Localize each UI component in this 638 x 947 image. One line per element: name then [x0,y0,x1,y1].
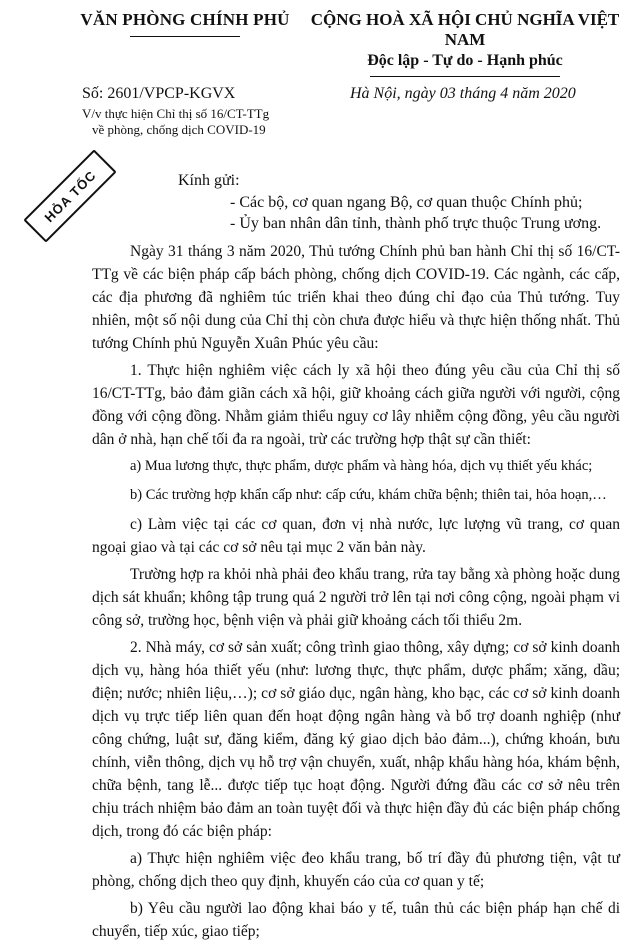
body-paragraph: Ngày 31 tháng 3 năm 2020, Thủ tướng Chính phủ ban hành Chỉ thị số 16/CT-TTg về các biện pháp cấp bách phòng, chống dịch COVID-19. Các ngành, các cấp, các địa phương đã nghiêm túc triển khai theo đúng chỉ đạo của Thủ tướng. Tuy nhiên, một số nội dung của Chỉ thị còn chưa được hiểu và thực hiện thống nhất. Thủ tướng Chính phủ Nguyễn Xuân Phúc yêu cầu: [92,243,620,352]
recipient-item: - Ủy ban nhân dân tỉnh, thành phố trực thuộc Trung ương. [230,215,602,232]
list-item: a) Mua lương thực, thực phẩm, dược phẩm và hàng hóa, dịch vụ thiết yếu khác; [130,458,593,474]
issuing-agency-block [70,10,300,37]
body-paragraph: 1. Thực hiện nghiêm việc cách ly xã hội theo đúng yêu cầu của Chỉ thị số 16/CT-TTg, bảo đảm giãn cách xã hội, giữ khoảng cách giữa người với người, cộng đồng với cộng đồng. Nhằm giảm thiểu nguy cơ lây nhiễm cộng đồng, yêu cầu người dân ở nhà, hạn chế tối đa ra ngoài, trừ các trường hợp thật sự cần thiết: [92,362,620,448]
document-subject [82,106,269,138]
subject-line-1: V/v thực hiện Chỉ thị số 16/CT-TTg [82,106,270,121]
agency-underline [130,36,240,37]
list-item: a) Thực hiện nghiêm việc đeo khẩu trang, bố trí đầy đủ phương tiện, vật tư phòng, chống dịch theo quy định, khuyến cáo của cơ quan y tế; [92,850,620,890]
subject-line-2: về phòng, chống dịch COVID-19 [92,122,266,137]
body-paragraph: 2. Nhà máy, cơ sở sản xuất; công trình giao thông, xây dựng; cơ sở kinh doanh dịch vụ, hàng hóa thiết yếu (như: lương thực, thực phẩm, dược phẩm; xăng, dầu; điện; nước; nhiên liệu,…); cơ sở giáo dục, ngân hàng, kho bạc, các cơ sở kinh doanh dịch vụ trực tiếp liên quan đến hoạt động ngân hàng và bổ trợ doanh nghiệp (như công chứng, luật sư, đăng kiểm, đăng ký giao dịch bảo đảm...), chứng khoán, bưu chính, viễn thông, dịch vụ hỗ trợ vận chuyển, xuất, nhập khẩu hàng hóa, khám bệnh, chữa bệnh, tang lễ... được tiếp tục hoạt động. Người đứng đầu các cơ sở nêu trên chịu trách nhiệm bảo đảm an toàn tuyệt đối và thực hiện đầy đủ các biện pháp chống dịch, trong đó các biện pháp: [92,639,620,840]
urgent-stamp: HỎA TỐC [23,149,116,242]
document-number: Số: 2601/VPCP-KGVX [82,85,236,102]
list-item: c) Làm việc tại các cơ quan, đơn vị nhà nước, lực lượng vũ trang, cơ quan ngoại giao và tại các cơ sở nêu tại mục 2 văn bản này. [92,516,620,556]
body-paragraph: Trường hợp ra khỏi nhà phải đeo khẩu trang, rửa tay bằng xà phòng hoặc dung dịch sát khuẩn; không tập trung quá 2 người trở lên tại nơi công cộng, ngoài phạm vi công sở, trường học, bệnh viện và phải giữ khoảng cách tối thiểu 2m. [92,566,620,629]
list-item: b) Các trường hợp khẩn cấp như: cấp cứu, khám chữa bệnh; thiên tai, hỏa hoạn,… [130,487,607,503]
recipient-item: - Các bộ, cơ quan ngang Bộ, cơ quan thuộc Chính phủ; [230,194,583,211]
date-line: Hà Nội, ngày 03 tháng 4 năm 2020 [350,85,576,102]
national-motto: Độc lập - Tự do - Hạnh phúc [367,52,563,69]
motto-underline [370,76,560,77]
list-item: b) Yêu cầu người lao động khai báo y tế, tuân thủ các biện pháp hạn chế di chuyển, tiếp xúc, giao tiếp; [92,900,620,940]
national-title: CỘNG HOÀ XÃ HỘI CHỦ NGHĨA VIỆT NAM [310,10,620,49]
document-body [92,240,620,947]
greeting: Kính gửi: [178,172,240,189]
national-title-block [300,10,630,77]
issuing-agency: VĂN PHÒNG CHÍNH PHỦ [80,10,290,29]
